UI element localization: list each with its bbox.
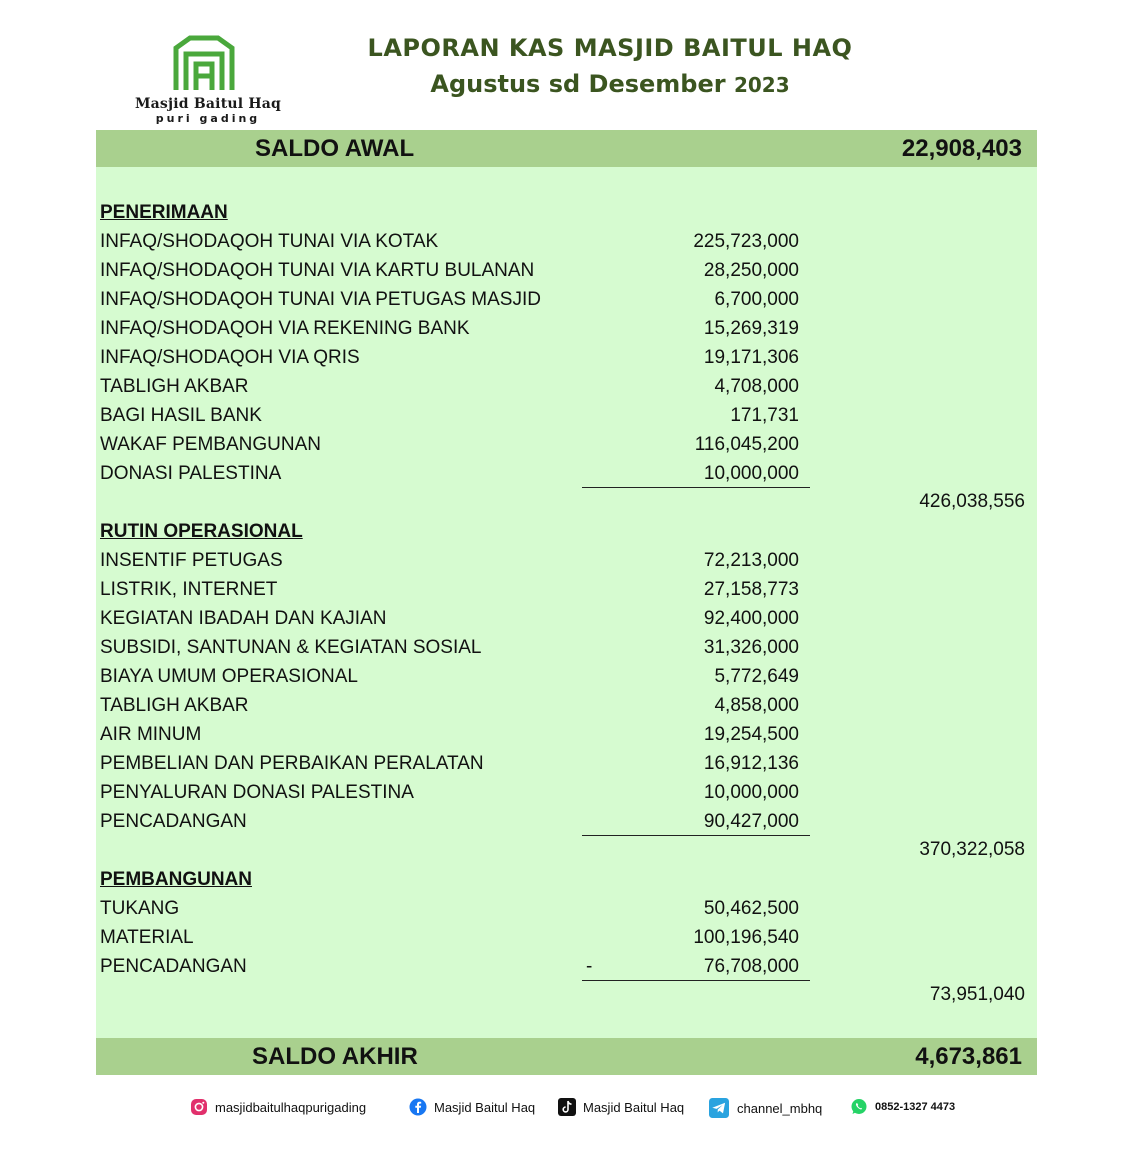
rutin-total: 370,322,058 [919, 839, 1025, 860]
mosque-logo-icon [172, 34, 236, 92]
telegram-link[interactable] [708, 1098, 822, 1118]
item-name: LISTRIK, INTERNET [100, 579, 278, 600]
logo-name: Masjid Baitul Haq [134, 96, 282, 112]
saldo-akhir-label: SALDO AKHIR [252, 1043, 418, 1070]
table-row [100, 778, 1025, 807]
instagram-link[interactable] [190, 1098, 366, 1116]
facebook-handle: Masjid Baitul Haq [434, 1099, 536, 1115]
tiktok-handle: Masjid Baitul Haq [583, 1099, 685, 1115]
item-amount: 31,326,000 [703, 637, 799, 658]
instagram-handle: masjidbaitulhaqpurigading [215, 1099, 367, 1115]
report-period [340, 70, 880, 98]
table-row [100, 401, 1025, 430]
pembangunan-heading: PEMBANGUNAN [100, 869, 252, 890]
item-amount: 10,000,000 [703, 782, 799, 803]
item-amount: 10,000,000 [703, 463, 799, 484]
item-name: TUKANG [100, 898, 180, 919]
item-amount: 4,708,000 [714, 376, 799, 397]
table-row [100, 807, 1025, 836]
facebook-link[interactable] [409, 1098, 535, 1116]
item-name: MATERIAL [100, 927, 194, 948]
item-name: DONASI PALESTINA [100, 463, 282, 484]
item-amount: 19,254,500 [703, 724, 799, 745]
table-row [100, 894, 1025, 923]
item-amount: 15,269,319 [703, 318, 799, 339]
table-row [100, 749, 1025, 778]
item-name: PENCADANGAN [100, 956, 247, 977]
tiktok-link[interactable] [558, 1098, 684, 1116]
mosque-logo [128, 34, 288, 129]
item-amount: 16,912,136 [703, 753, 799, 774]
item-amount: 90,427,000 [703, 811, 799, 832]
item-name: PENYALURAN DONASI PALESTINA [100, 782, 414, 803]
saldo-awal-value: 22,908,403 [901, 135, 1022, 162]
period-text: Agustus sd Desember [430, 70, 726, 98]
item-amount: 5,772,649 [714, 666, 799, 687]
item-amount: 50,462,500 [703, 898, 799, 919]
telegram-icon [708, 1098, 730, 1118]
item-amount: 27,158,773 [703, 579, 799, 600]
table-row [100, 372, 1025, 401]
saldo-awal-row [96, 130, 1037, 167]
table-row [100, 662, 1025, 691]
saldo-akhir-row [96, 1038, 1037, 1075]
table-row [100, 256, 1025, 285]
item-prefix: - [586, 956, 593, 977]
item-amount: 100,196,540 [693, 927, 799, 948]
penerimaan-heading: PENERIMAAN [100, 202, 228, 223]
pembangunan-total: 73,951,040 [929, 984, 1025, 1005]
whatsapp-link[interactable] [850, 1098, 955, 1116]
rutin-heading: RUTIN OPERASIONAL [100, 521, 303, 542]
item-amount: 171,731 [730, 405, 799, 426]
table-row [100, 923, 1025, 952]
item-name: INFAQ/SHODAQOH TUNAI VIA PETUGAS MASJID [100, 289, 541, 310]
item-name: PENCADANGAN [100, 811, 247, 832]
table-row [100, 575, 1025, 604]
table-row [100, 952, 1025, 981]
table-row [100, 720, 1025, 749]
item-name: KEGIATAN IBADAH DAN KAJIAN [100, 608, 387, 629]
item-name: TABLIGH AKBAR [100, 376, 249, 397]
item-amount: 4,858,000 [714, 695, 799, 716]
telegram-handle: channel_mbhq [737, 1100, 823, 1116]
whatsapp-number: 0852-1327 4473 [875, 1101, 956, 1113]
penerimaan-total: 426,038,556 [919, 491, 1025, 512]
logo-subtitle: puri gading [155, 112, 261, 125]
period-year: 2023 [733, 73, 790, 97]
saldo-akhir-value: 4,673,861 [915, 1043, 1022, 1070]
item-name: PEMBELIAN DAN PERBAIKAN PERALATAN [100, 753, 484, 774]
item-amount: 225,723,000 [693, 231, 799, 252]
table-row [100, 691, 1025, 720]
table-row [100, 546, 1025, 575]
item-name: WAKAF PEMBANGUNAN [100, 434, 321, 455]
item-amount: 28,250,000 [703, 260, 799, 281]
table-row [100, 633, 1025, 662]
instagram-icon [190, 1098, 208, 1116]
facebook-icon [409, 1098, 427, 1116]
tiktok-icon [558, 1098, 576, 1116]
report-title: LAPORAN KAS MASJID BAITUL HAQ [367, 34, 853, 62]
social-footer [190, 1096, 990, 1122]
table-row [100, 227, 1025, 256]
table-row [100, 285, 1025, 314]
table-row [100, 343, 1025, 372]
item-amount: 72,213,000 [703, 550, 799, 571]
item-name: TABLIGH AKBAR [100, 695, 249, 716]
table-row [100, 314, 1025, 343]
item-name: INFAQ/SHODAQOH TUNAI VIA KARTU BULANAN [100, 260, 535, 281]
item-amount: 92,400,000 [703, 608, 799, 629]
item-amount: 6,700,000 [714, 289, 799, 310]
item-amount: 19,171,306 [703, 347, 799, 368]
item-amount: 76,708,000 [703, 956, 799, 977]
item-name: AIR MINUM [100, 724, 202, 745]
item-name: BIAYA UMUM OPERASIONAL [100, 666, 358, 687]
item-name: INFAQ/SHODAQOH VIA QRIS [100, 347, 360, 368]
table-row [100, 459, 1025, 488]
item-name: INFAQ/SHODAQOH VIA REKENING BANK [100, 318, 470, 339]
saldo-awal-label: SALDO AWAL [255, 135, 415, 162]
item-name: SUBSIDI, SANTUNAN & KEGIATAN SOSIAL [100, 637, 482, 658]
table-row [100, 430, 1025, 459]
table-row [100, 604, 1025, 633]
item-name: BAGI HASIL BANK [100, 405, 262, 426]
item-name: INFAQ/SHODAQOH TUNAI VIA KOTAK [100, 231, 439, 252]
item-amount: 116,045,200 [694, 434, 799, 455]
item-name: INSENTIF PETUGAS [100, 550, 283, 571]
whatsapp-icon [850, 1098, 868, 1116]
